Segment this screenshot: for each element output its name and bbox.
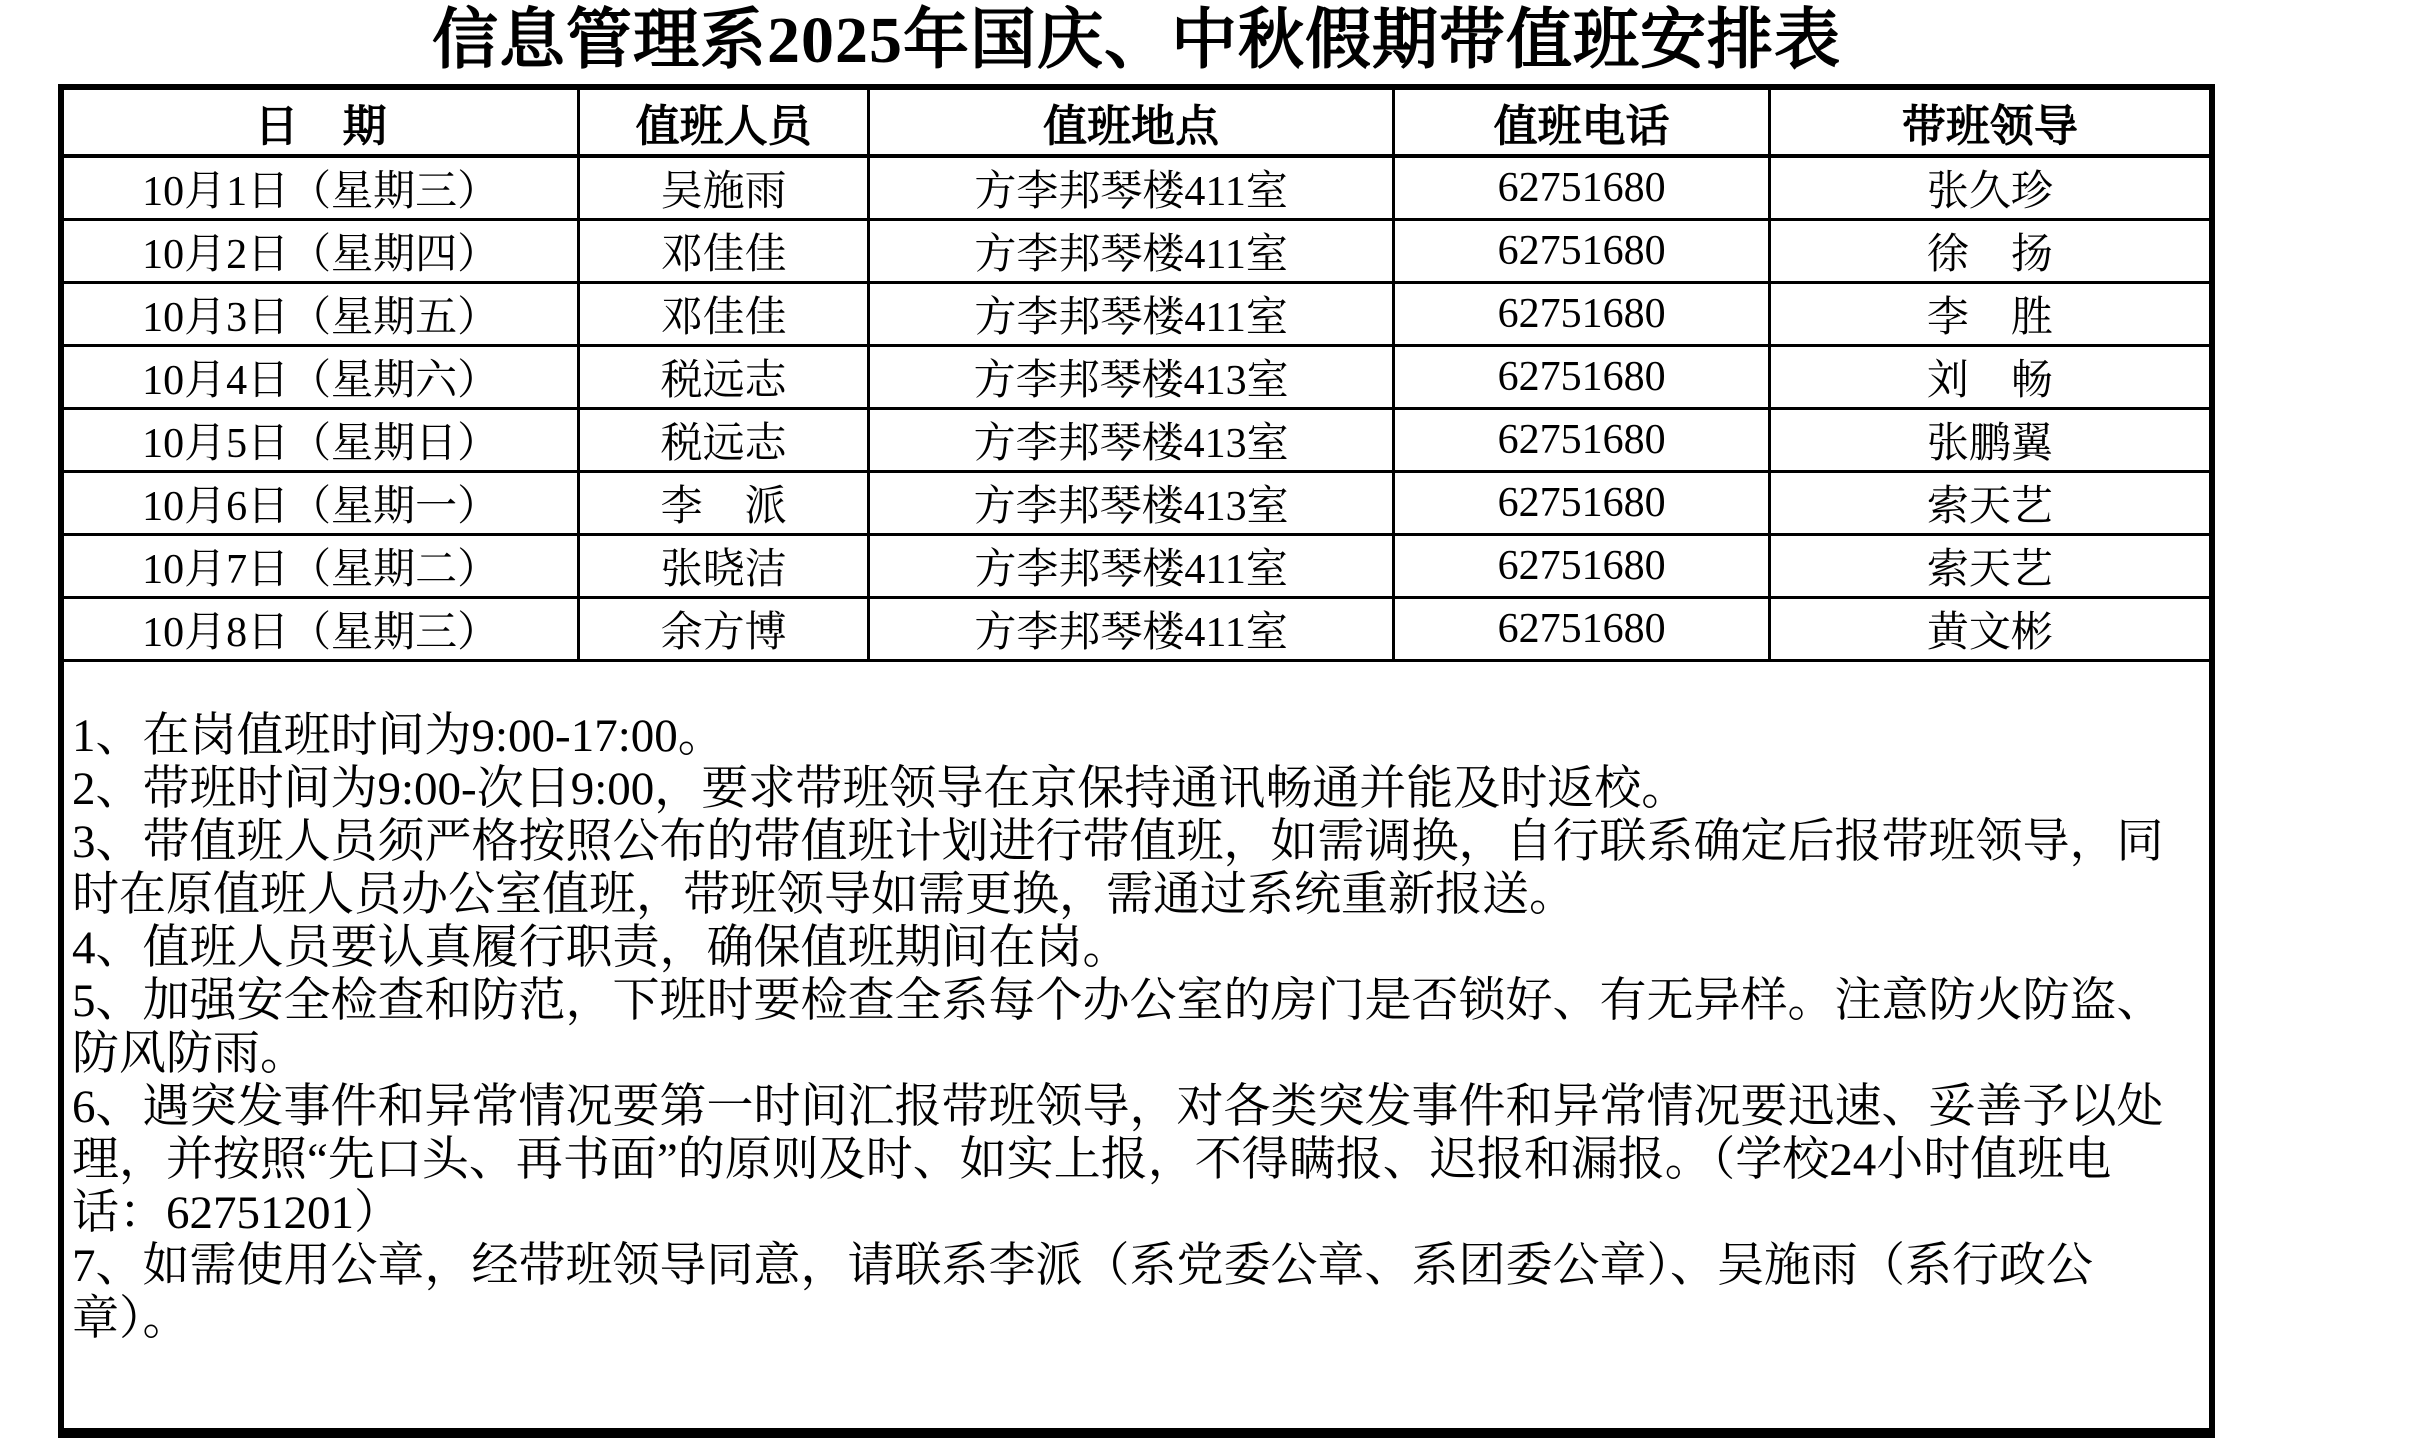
cell-location: 方李邦琴楼413室 bbox=[868, 346, 1394, 409]
duty-schedule-table bbox=[64, 90, 2209, 662]
note-line: 7、如需使用公章，经带班领导同意，请联系李派（系党委公章、系团委公章）、吴施雨（系行政公章）。 bbox=[72, 1240, 2093, 1345]
table-row bbox=[64, 220, 2209, 283]
cell-phone: 62751680 bbox=[1394, 156, 1769, 220]
note-line: 6、遇突发事件和异常情况要第一时间汇报带班领导，对各类突发事件和异常情况要迅速、妥善予以处理，并按照“先口头、再书面”的原则及时、如实上报，不得瞒报、迟报和漏报。（学校24小时值班电话：62751201） bbox=[72, 1081, 2164, 1239]
cell-location: 方李邦琴楼411室 bbox=[868, 535, 1394, 598]
header-person: 值班人员 bbox=[579, 90, 869, 156]
cell-date: 10月2日（星期四） bbox=[64, 220, 579, 283]
note-line: 4、值班人员要认真履行职责，确保值班期间在岗。 bbox=[72, 922, 1130, 974]
table-row bbox=[64, 283, 2209, 346]
header-leader: 带班领导 bbox=[1769, 90, 2209, 156]
cell-location: 方李邦琴楼413室 bbox=[868, 409, 1394, 472]
cell-leader: 索天艺 bbox=[1769, 472, 2209, 535]
cell-phone: 62751680 bbox=[1394, 409, 1769, 472]
note-line: 5、加强安全检查和防范，下班时要检查全系每个办公室的房门是否锁好、有无异样。注意防火防盗、防风防雨。 bbox=[72, 975, 2164, 1080]
cell-phone: 62751680 bbox=[1394, 535, 1769, 598]
note-line: 2、带班时间为9:00-次日9:00，要求带班领导在京保持通讯畅通并能及时返校。 bbox=[72, 763, 1689, 815]
cell-date: 10月7日（星期二） bbox=[64, 535, 579, 598]
table-row bbox=[64, 156, 2209, 220]
cell-leader: 黄文彬 bbox=[1769, 598, 2209, 661]
note-line: 1、在岗值班时间为9:00-17:00。 bbox=[72, 710, 725, 762]
table-row bbox=[64, 472, 2209, 535]
table-header-row bbox=[64, 90, 2209, 156]
cell-person: 税远志 bbox=[579, 346, 869, 409]
cell-date: 10月4日（星期六） bbox=[64, 346, 579, 409]
cell-location: 方李邦琴楼411室 bbox=[868, 156, 1394, 220]
cell-person: 邓佳佳 bbox=[579, 283, 869, 346]
cell-phone: 62751680 bbox=[1394, 283, 1769, 346]
cell-leader: 刘 畅 bbox=[1769, 346, 2209, 409]
cell-date: 10月1日（星期三） bbox=[64, 156, 579, 220]
header-phone: 值班电话 bbox=[1394, 90, 1769, 156]
header-location: 值班地点 bbox=[868, 90, 1394, 156]
schedule-sheet bbox=[58, 84, 2215, 1438]
cell-phone: 62751680 bbox=[1394, 598, 1769, 661]
cell-person: 税远志 bbox=[579, 409, 869, 472]
cell-person: 李 派 bbox=[579, 472, 869, 535]
cell-person: 邓佳佳 bbox=[579, 220, 869, 283]
cell-location: 方李邦琴楼413室 bbox=[868, 472, 1394, 535]
cell-location: 方李邦琴楼411室 bbox=[868, 598, 1394, 661]
cell-date: 10月5日（星期日） bbox=[64, 409, 579, 472]
cell-person: 吴施雨 bbox=[579, 156, 869, 220]
cell-person: 余方博 bbox=[579, 598, 869, 661]
table-row bbox=[64, 598, 2209, 661]
cell-leader: 李 胜 bbox=[1769, 283, 2209, 346]
cell-phone: 62751680 bbox=[1394, 346, 1769, 409]
cell-location: 方李邦琴楼411室 bbox=[868, 220, 1394, 283]
cell-leader: 索天艺 bbox=[1769, 535, 2209, 598]
notes-section bbox=[64, 662, 2209, 1346]
cell-phone: 62751680 bbox=[1394, 220, 1769, 283]
table-body bbox=[64, 156, 2209, 661]
cell-date: 10月6日（星期一） bbox=[64, 472, 579, 535]
table-row bbox=[64, 409, 2209, 472]
table-row bbox=[64, 535, 2209, 598]
page-title: 信息管理系2025年国庆、中秋假期带值班安排表 bbox=[432, 4, 1841, 77]
cell-leader: 张鹏翼 bbox=[1769, 409, 2209, 472]
header-date: 日 期 bbox=[64, 90, 579, 156]
cell-leader: 张久珍 bbox=[1769, 156, 2209, 220]
cell-phone: 62751680 bbox=[1394, 472, 1769, 535]
table-row bbox=[64, 346, 2209, 409]
cell-person: 张晓洁 bbox=[579, 535, 869, 598]
cell-date: 10月3日（星期五） bbox=[64, 283, 579, 346]
table-header bbox=[64, 90, 2209, 156]
cell-leader: 徐 扬 bbox=[1769, 220, 2209, 283]
note-line: 3、带值班人员须严格按照公布的带值班计划进行带值班，如需调换，自行联系确定后报带班领导，同时在原值班人员办公室值班，带班领导如需更换，需通过系统重新报送。 bbox=[72, 816, 2164, 921]
cell-date: 10月8日（星期三） bbox=[64, 598, 579, 661]
cell-location: 方李邦琴楼411室 bbox=[868, 283, 1394, 346]
